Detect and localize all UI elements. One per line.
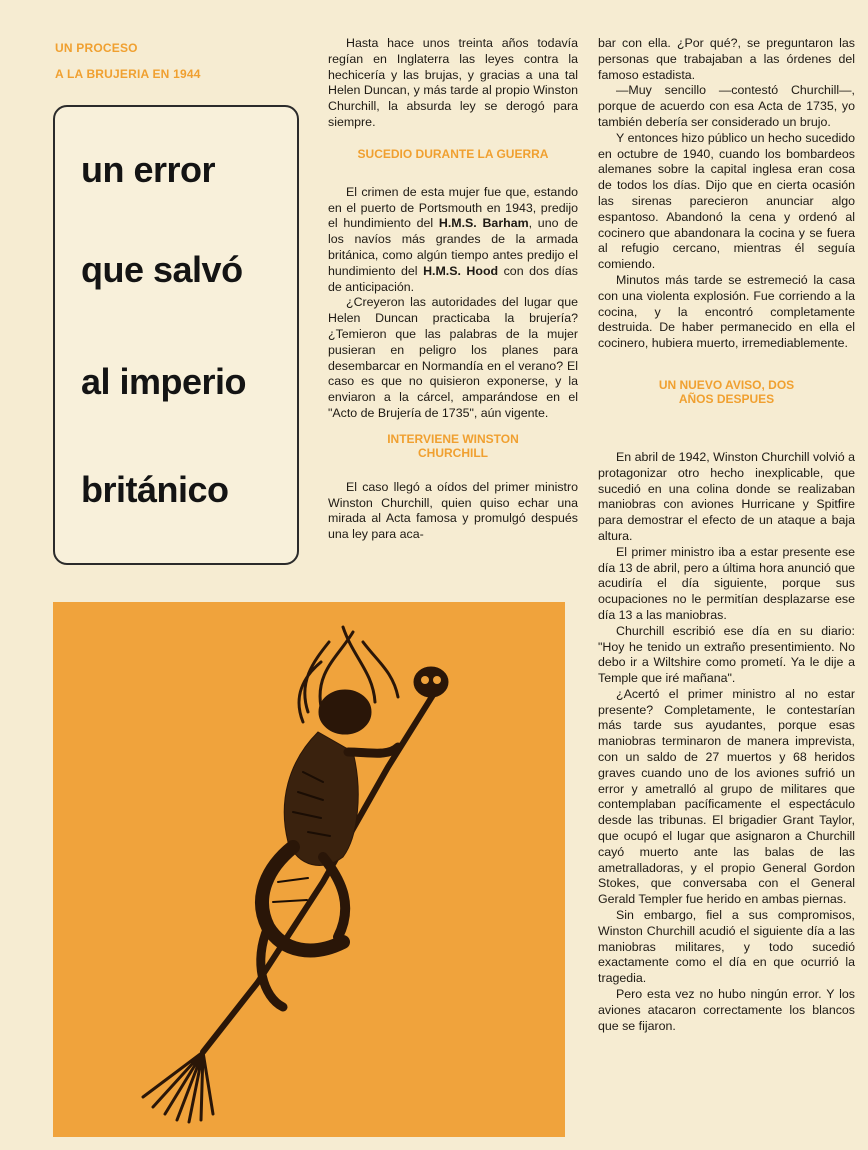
paragraph: ¿Acertó el primer ministro al no estar presente? Completamente, le contestarían más tarde sus ayudantes, porque esas maniobras terminaron de manera imprevista, con un saldo de 27 muertos y 68 heridos graves cuando uno de los aviones sufrió un error y ametralló al grupo de militares que contemplaban pacíficamente el espectáculo desde las tribunas. El brigadier Grant Taylor, que ocupó el lugar que asignaron a Churchill cayó muerto ante las balas de las ametralladoras, y el propio General Gordon Stokes, que conversaba con el General Gerald Templer fue herido en ambas piernas. bbox=[598, 686, 855, 907]
article-column-1 bbox=[328, 36, 578, 543]
paragraph: —Muy sencillo —contestó Churchill—, porque de acuerdo con esa Acta de 1735, yo también debería ser considerado un brujo. bbox=[598, 83, 855, 129]
kicker-line-2: A LA BRUJERIA EN 1944 bbox=[55, 67, 201, 81]
headline-line-3: al imperio bbox=[81, 361, 247, 402]
paragraph: bar con ella. ¿Por qué?, se preguntaron las personas que trabajaban a las órdenes del famoso estadista. bbox=[598, 36, 855, 82]
title-box bbox=[53, 105, 299, 565]
subheading: UN NUEVO AVISO, DOS AÑOS DESPUES bbox=[658, 377, 795, 406]
subheading: SUCEDIO DURANTE LA GUERRA bbox=[357, 146, 549, 161]
headline-line-4: británico bbox=[81, 469, 229, 510]
article-column-2 bbox=[598, 36, 855, 1034]
subheading: INTERVIENE WINSTON CHURCHILL bbox=[387, 431, 519, 460]
paragraph: Churchill escribió ese día en su diario: "Hoy he tenido un extraño presentimiento. No debo ir a Wiltshire como prometí. Ya le dije a Temple que iré mañana". bbox=[598, 623, 855, 686]
paragraph: Sin embargo, fiel a sus compromisos, Winston Churchill acudió el siguiente día a las maniobras militares, y todo sucedió exactamente como el día en que ocurrió la tragedia. bbox=[598, 908, 855, 986]
headline-line-1: un error bbox=[81, 149, 216, 190]
paragraph: En abril de 1942, Winston Churchill volvió a protagonizar otro hecho inexplicable, que sucedió en una colina donde se realizaban maniobras con aviones Hurricane y Spitfire para demostrar el efecto de un ataque a baja altura. bbox=[598, 449, 855, 543]
witch-on-broom-drawing bbox=[53, 602, 565, 1137]
witch-illustration bbox=[53, 602, 565, 1137]
paragraph: Y entonces hizo público un hecho sucedido en octubre de 1940, cuando los bombardeos alemanes sobre la capital inglesa eran cosa de todos los días. Dijo que en cierta ocasión las sirenas parecieron anunciar algo espantoso. Abandonó la cena y ordenó al cocinero que abandonara la cocina y se fuera al refugio cercano, mientras él seguía comiendo. bbox=[598, 130, 855, 272]
paragraph: El primer ministro iba a estar presente ese día 13 de abril, pero a última hora anunció que acudiría el día siguiente, porque sus ocupaciones no le permitían desplazarse ese día 13 a las maniobras. bbox=[598, 544, 855, 622]
paragraph: ¿Creyeron las autoridades del lugar que Helen Duncan practicaba la brujería? ¿Temieron que las palabras de la mujer pusieran en peligro los planes para desembarcar en Normandía en el verano? El caso es que no quisieron exponerse, y la enviaron a la cárcel, amparándose en el "Acto de Brujería de 1735", aún vigente. bbox=[328, 295, 578, 420]
paragraph: Hasta hace unos treinta años todavía regían en Inglaterra las leyes contra la hechicería y las brujas, y gracias a una tal Helen Duncan, y más tarde al propio Winston Churchill, la absurda ley se derogó para siempre. bbox=[328, 36, 578, 129]
ship-name: H.M.S. Hood bbox=[423, 263, 499, 278]
ship-name: H.M.S. Barham bbox=[438, 216, 529, 231]
kicker-line-1: UN PROCESO bbox=[55, 41, 138, 55]
headline-line-2: que salvó bbox=[81, 249, 243, 290]
paragraph: El caso llegó a oídos del primer ministro Winston Churchill, quien quiso echar una mirada al Acta famosa y promulgó después una ley para aca- bbox=[328, 479, 578, 542]
paragraph: Pero esta vez no hubo ningún error. Y los aviones atacaron correctamente los blancos que se fijaron. bbox=[598, 987, 855, 1033]
paragraph: El crimen de esta mujer fue que, estando en el puerto de Portsmouth en 1943, predijo el hundimiento del H.M.S. Barham, uno de los navíos más grandes de la armada británica, como algún tiempo antes predijo el hundimiento del H.M.S. Hood con dos días de anticipación. bbox=[328, 184, 578, 294]
paragraph: Minutos más tarde se estremeció la casa con una violenta explosión. Fue corriendo a la cocina, y la encontró completamente destruida. De haber permanecido en ella el cocinero, hubiera muerto, irremediablemente. bbox=[598, 272, 855, 351]
